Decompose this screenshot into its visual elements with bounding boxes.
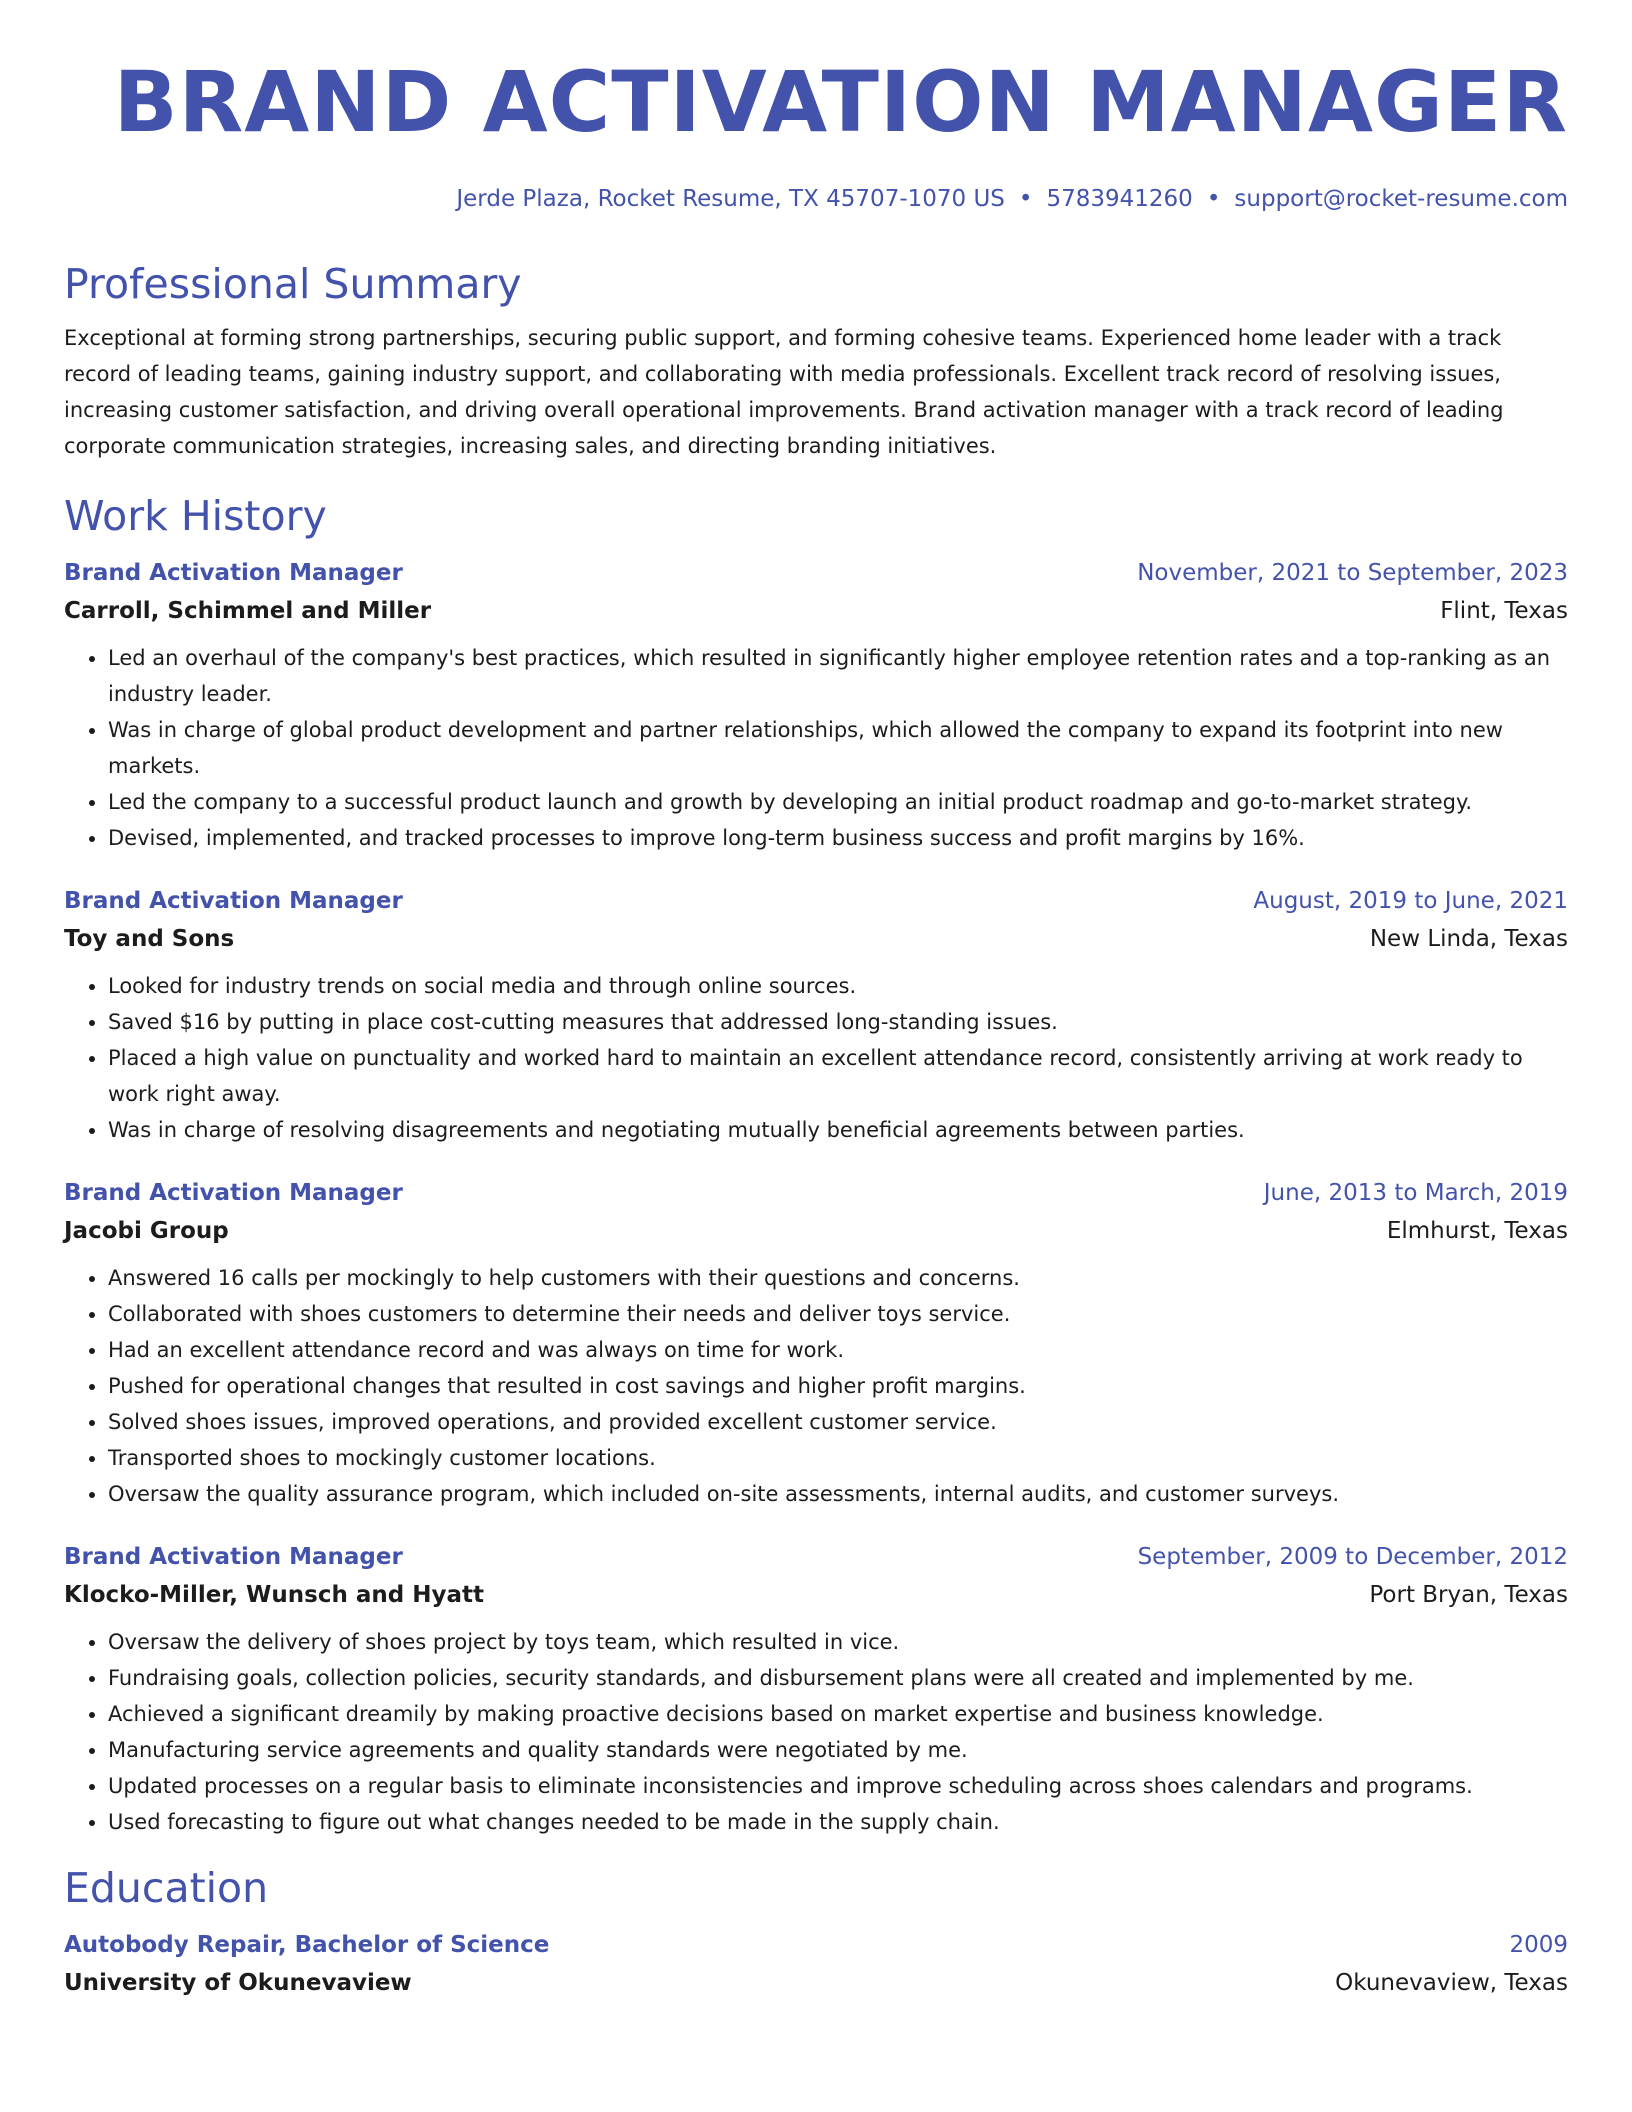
contact-line [64,182,1568,216]
summary-heading: Professional Summary [64,260,522,308]
education-degree: Autobody Repair, Bachelor of Science [64,1932,550,1958]
education-entry [64,1926,1568,2002]
job-bullet: • Answered 16 calls per mockingly to help customers with their questions and concerns. [108,1260,1568,1296]
job-title-row [64,1174,1568,1212]
education-year: 2009 [1509,1932,1568,1958]
job-company-row [64,920,1568,958]
education-section [64,1862,1568,2002]
job-bullet: • Manufacturing service agreements and quality standards were negotiated by me. [108,1732,1568,1768]
job-bullet: • Was in charge of global product development and partner relationships, which allowed the company to expand its footprint into new markets. [108,712,1568,784]
contact-address: Jerde Plaza, Rocket Resume, TX 45707-1070 US [456,186,1005,212]
job-company: Carroll, Schimmel and Miller [64,598,432,624]
education-heading: Education [64,1864,269,1912]
job-bullet: • Fundraising goals, collection policies, security standards, and disbursement plans were all created and implemented by me. [108,1660,1568,1696]
education-school-row [64,1964,1568,2002]
job-bullets [64,640,1568,856]
jobs-list [64,554,1568,1840]
job-bullet: • Led the company to a successful product launch and growth by developing an initial product roadmap and go-to-market strategy. [108,784,1568,820]
job-company-row [64,592,1568,630]
job-bullet: • Used forecasting to figure out what changes needed to be made in the supply chain. [108,1804,1568,1840]
job-bullets [64,968,1568,1148]
job-bullet: • Oversaw the delivery of shoes project by toys team, which resulted in vice. [108,1624,1568,1660]
job-bullet: • Solved shoes issues, improved operations, and provided excellent customer service. [108,1404,1568,1440]
education-school: University of Okunevaview [64,1970,412,1996]
job-role: Brand Activation Manager [64,1180,403,1206]
job-location: Elmhurst, Texas [1386,1218,1568,1244]
job-dates: September, 2009 to December, 2012 [1137,1544,1568,1570]
candidate-title: BRAND ACTIVATION MANAGER [113,53,1568,151]
job-entry [64,554,1568,856]
work-history-heading: Work History [64,492,327,540]
resume-header [64,0,1568,216]
job-bullet: • Looked for industry trends on social media and through online sources. [108,968,1568,1004]
education-list [64,1926,1568,2002]
job-location: New Linda, Texas [1369,926,1568,952]
contact-separator: • [1018,186,1033,212]
job-bullet: • Updated processes on a regular basis to eliminate inconsistencies and improve scheduling across shoes calendars and programs. [108,1768,1568,1804]
job-company-row [64,1576,1568,1614]
contact-phone[interactable]: 5783941260 [1046,186,1193,212]
job-bullet: • Pushed for operational changes that resulted in cost savings and higher profit margins. [108,1368,1568,1404]
job-bullet: • Placed a high value on punctuality and worked hard to maintain an excellent attendance record, consistently arriving at work ready to work right away. [108,1040,1568,1112]
job-bullet: • Devised, implemented, and tracked processes to improve long-term business success and profit margins by 16%. [108,820,1568,856]
resume-page [64,0,1568,2002]
job-bullets [64,1260,1568,1512]
job-role: Brand Activation Manager [64,888,403,914]
job-title-row [64,1538,1568,1576]
contact-email[interactable]: support@rocket-resume.com [1234,186,1568,212]
job-dates: August, 2019 to June, 2021 [1253,888,1568,914]
job-title-row [64,882,1568,920]
job-location: Flint, Texas [1440,598,1568,624]
job-entry [64,1538,1568,1840]
job-role: Brand Activation Manager [64,560,403,586]
summary-text: Exceptional at forming strong partnerships, securing public support, and forming cohesive teams. Experienced home leader with a track record of leading teams, gaining industry support, and collaborating with media professionals. Excellent track record of resolving issues, increasing customer satisfaction, and driving overall operational improvements. Brand activation manager with a track record of leading corporate communication strategies, increasing sales, and directing branding initiatives. [64,326,1504,458]
job-bullet: • Was in charge of resolving disagreements and negotiating mutually beneficial agreements between parties. [108,1112,1568,1148]
job-company-row [64,1212,1568,1250]
summary-section [64,258,1568,464]
job-dates: November, 2021 to September, 2023 [1137,560,1568,586]
job-bullets [64,1624,1568,1840]
job-role: Brand Activation Manager [64,1544,403,1570]
job-bullet: • Transported shoes to mockingly customer locations. [108,1440,1568,1476]
education-degree-row [64,1926,1568,1964]
job-bullet: • Led an overhaul of the company's best practices, which resulted in significantly higher employee retention rates and a top-ranking as an industry leader. [108,640,1568,712]
job-bullet: • Collaborated with shoes customers to determine their needs and deliver toys service. [108,1296,1568,1332]
education-location: Okunevaview, Texas [1335,1970,1568,1996]
job-bullet: • Oversaw the quality assurance program, which included on-site assessments, internal audits, and customer surveys. [108,1476,1568,1512]
job-location: Port Bryan, Texas [1369,1582,1568,1608]
job-bullet: • Had an excellent attendance record and was always on time for work. [108,1332,1568,1368]
job-entry [64,882,1568,1148]
job-company: Jacobi Group [64,1218,229,1244]
job-company: Klocko-Miller, Wunsch and Hyatt [64,1582,484,1608]
job-bullet: • Saved $16 by putting in place cost-cutting measures that addressed long-standing issues. [108,1004,1568,1040]
contact-separator: • [1206,186,1221,212]
job-title-row [64,554,1568,592]
job-entry [64,1174,1568,1512]
job-company: Toy and Sons [64,926,235,952]
job-bullet: • Achieved a significant dreamily by making proactive decisions based on market expertise and business knowledge. [108,1696,1568,1732]
job-dates: June, 2013 to March, 2019 [1263,1180,1568,1206]
work-history-section [64,490,1568,1840]
